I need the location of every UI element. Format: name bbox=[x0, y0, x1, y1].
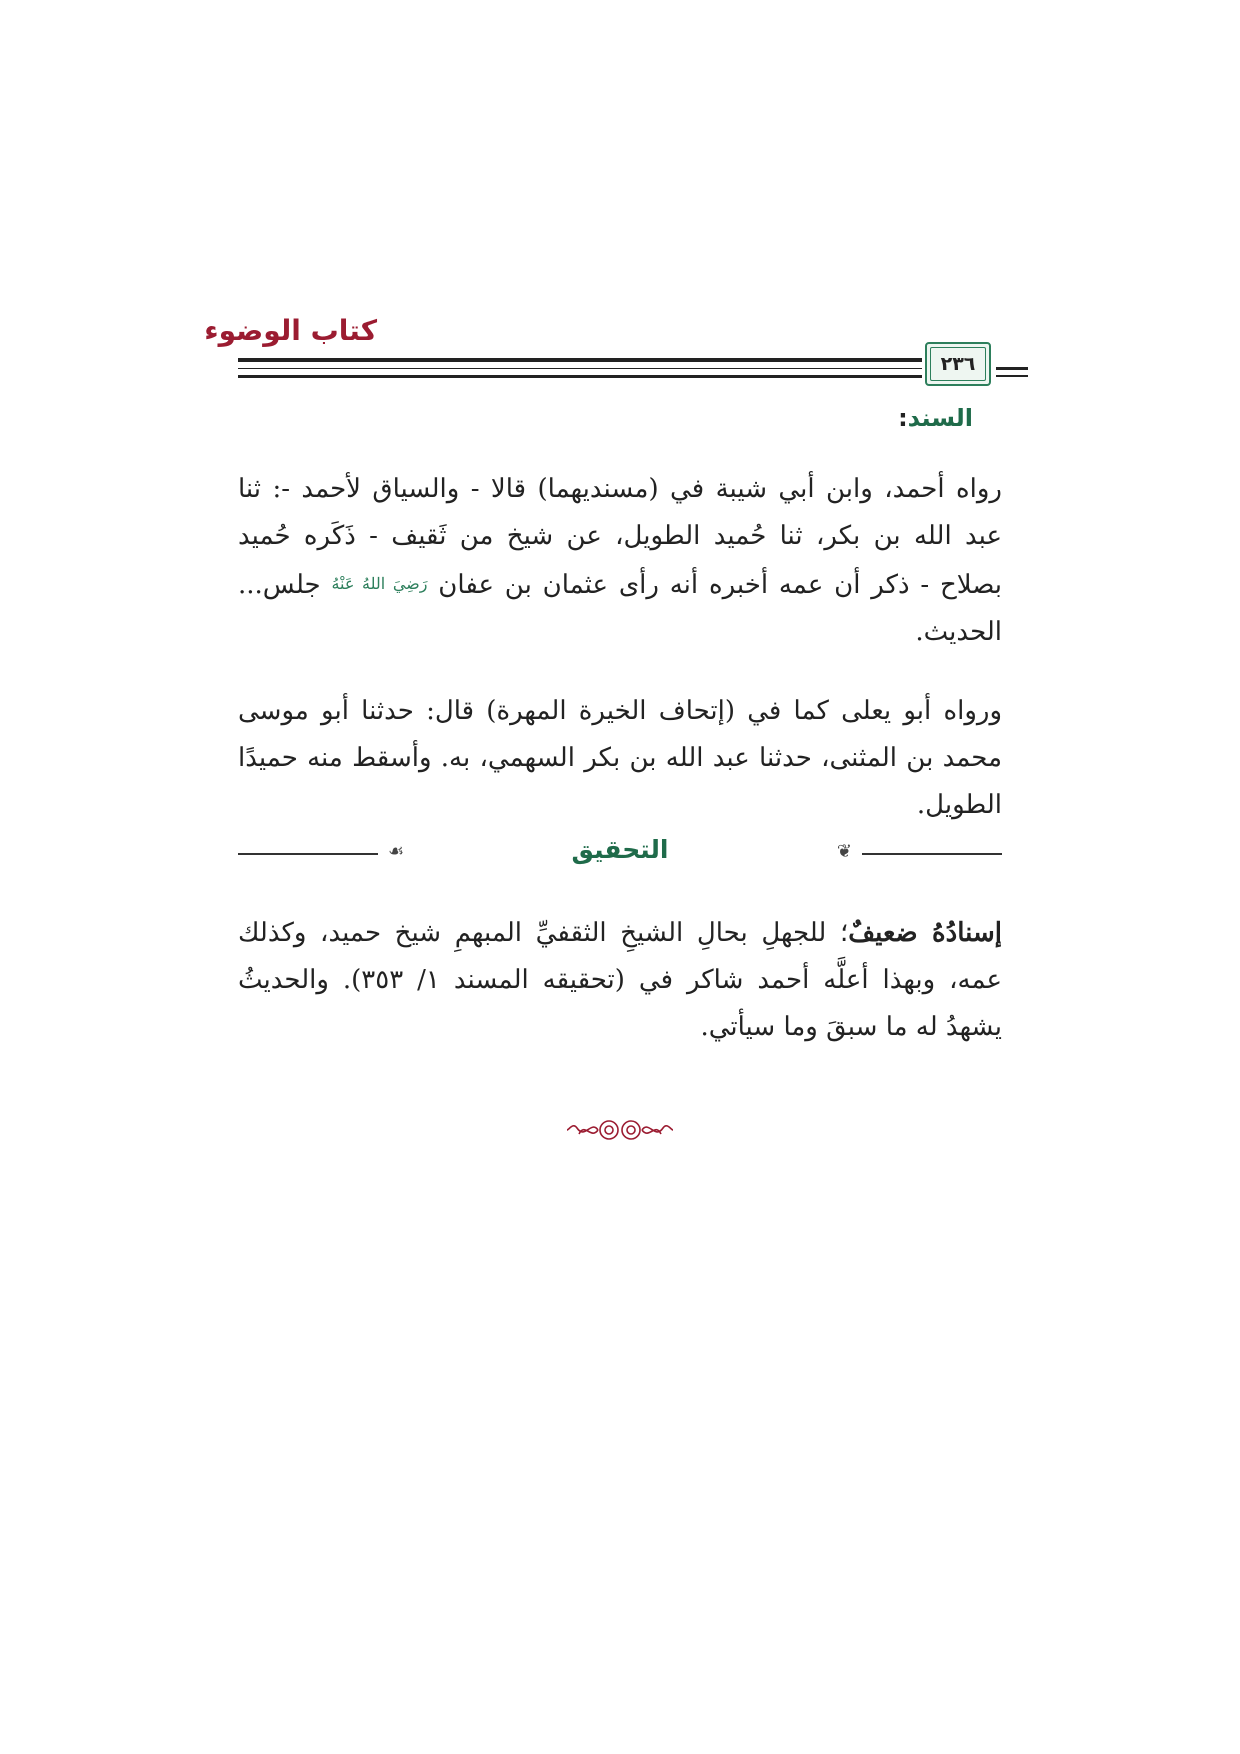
book-title: كتاب الوضوء bbox=[204, 314, 377, 347]
paragraph-abu-yala: ورواه أبو يعلى كما في (إتحاف الخيرة المهرة) قال: حدثنا أبو موسى محمد بن المثنى، حدثنا عبد الله بن بكر السهمي، به. وأسقط منه حميدًا الطويل. bbox=[238, 696, 1002, 820]
header-rule bbox=[238, 358, 922, 362]
honorific-symbol: رَضِيَ اللهُ عَنْهُ bbox=[331, 574, 428, 593]
floral-ornament-icon: ❦ bbox=[836, 841, 852, 862]
section-heading-colon: : bbox=[898, 404, 908, 432]
floral-end-ornament-icon bbox=[565, 1110, 675, 1150]
paragraph-tahqiq bbox=[238, 910, 1002, 1051]
page-number-badge bbox=[925, 342, 991, 386]
header-rule-short-thin bbox=[996, 375, 1028, 377]
section-heading bbox=[898, 404, 973, 432]
paragraph-tahqiq-text: ؛ للجهلِ بحالِ الشيخِ الثقفيِّ المبهمِ شيخ حميد، وكذلك عمه، وبهذا أعلَّه أحمد شاكر في (تحقيقه المسند ١/ ٣٥٣). والحديثُ يشهدُ له ما سبقَ وما سيأتي. bbox=[238, 918, 1003, 1042]
paragraph-isnad-end: جلس... الحديث. bbox=[238, 570, 1002, 647]
divider-line-right bbox=[862, 853, 1002, 855]
section-divider bbox=[238, 833, 1002, 873]
divider-title: التحقيق bbox=[571, 835, 669, 864]
paragraph-isnad bbox=[238, 466, 1002, 656]
paragraph-isnad-text: رواه أحمد، وابن أبي شيبة في (مسنديهما) قالا - والسياق لأحمد -: ثنا عبد الله بن بكر، ثنا حُميد الطويل، عن شيخ من ثَقيف - ذَكَره حُميد بصلاح - ذكر أن عمه أخبره أنه رأى عثمان بن عفان bbox=[238, 474, 1003, 600]
page-number: ٢٣٦ bbox=[940, 353, 976, 375]
header-rule-bottom bbox=[238, 375, 922, 378]
header-rule-thin bbox=[238, 368, 922, 369]
section-heading-text: السند bbox=[907, 404, 973, 432]
header-rule-short bbox=[996, 367, 1028, 370]
floral-ornament-icon: ☙ bbox=[388, 841, 405, 862]
verdict-bold: إسنادُهُ ضعيفٌ bbox=[848, 918, 1002, 948]
divider-line-left bbox=[238, 853, 378, 855]
